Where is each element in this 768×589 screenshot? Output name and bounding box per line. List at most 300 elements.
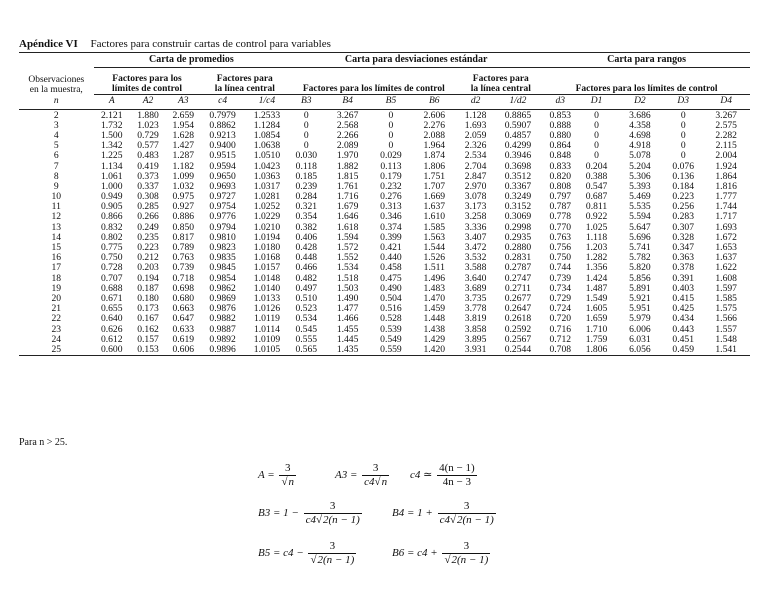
factor-cell: 1.669	[423, 191, 446, 203]
factor-cell: 1.518	[336, 272, 359, 284]
table-row	[19, 253, 750, 263]
factor-cell: 4.698	[629, 129, 651, 141]
factor-cell: 0.029	[380, 150, 402, 162]
factor-cell: 1.806	[577, 344, 615, 355]
table-row	[19, 314, 750, 324]
factor-cell: 1.954	[172, 119, 195, 131]
factor-cell: 1.572	[336, 242, 359, 254]
table-row	[19, 232, 750, 242]
factor-cell: 0.030	[295, 150, 318, 162]
factor-cell: 3.640	[464, 272, 487, 284]
factor-cell: 0.284	[295, 191, 318, 203]
factor-cell: 1.0133	[253, 292, 281, 304]
table-row	[19, 202, 750, 212]
sample-size-cell: 18	[51, 272, 62, 284]
factor-cell: 0.466	[295, 262, 318, 274]
factor-cell: 0.391	[672, 272, 694, 284]
factor-cell: 5.741	[629, 242, 651, 254]
formula-A3: A3 = $\frac{3}{c4√n}$	[335, 462, 388, 488]
factor-cell: 0.9896	[200, 344, 244, 355]
factor-cell: 2.004	[715, 150, 737, 162]
factor-cell: 0.9515	[209, 150, 236, 162]
factor-cell: 1.0854	[253, 129, 281, 141]
factor-cell: 0	[594, 119, 599, 131]
factor-cell: 0.9835	[209, 252, 236, 264]
factor-cell: 0.153	[130, 344, 166, 355]
factor-cell: 5.820	[629, 262, 651, 274]
factor-cell: 0.2592	[504, 323, 532, 335]
factor-cell: 0.763	[172, 252, 195, 264]
factor-cell: 5.594	[629, 211, 651, 223]
factor-cell: 1.455	[336, 323, 359, 335]
factor-cell: 0.9862	[209, 282, 236, 294]
factor-cell: 6.031	[629, 333, 651, 345]
factor-cell: 0	[388, 129, 394, 141]
factor-cell: 3.858	[464, 323, 487, 335]
factor-cell: 1.500	[100, 129, 123, 141]
table-row	[19, 263, 750, 273]
factor-cell: 4.358	[629, 119, 651, 131]
factor-cell: 0.428	[295, 242, 318, 254]
factor-cell: 0.162	[137, 323, 159, 335]
factor-cell: 0.549	[380, 333, 402, 345]
factor-cell: 1.032	[172, 180, 195, 192]
factor-cell: 0.688	[100, 282, 123, 294]
factor-cell: 1.134	[100, 160, 123, 172]
table-row	[19, 222, 750, 232]
factor-cell: 0.663	[172, 303, 195, 315]
sample-size-cell: 24	[51, 333, 62, 345]
factor-cell: 5.535	[629, 201, 651, 213]
factor-cell: 1.503	[336, 282, 359, 294]
factor-cell: 1.203	[585, 242, 608, 254]
sample-size-cell: 22	[51, 313, 62, 325]
factor-cell: 0.9882	[209, 313, 236, 325]
factor-cell: 0.739	[172, 262, 195, 274]
formula-A: A = $\frac{3}{√n}$	[258, 462, 294, 488]
factor-cell: 0.864	[549, 140, 572, 152]
sample-size-cell: 10	[51, 191, 62, 203]
factor-cell: 0.490	[380, 282, 402, 294]
factor-cell: 3.689	[464, 282, 487, 294]
factor-cell: 0.283	[672, 211, 694, 223]
factor-cell: 0.9810	[209, 231, 236, 243]
factor-cell: 0.3367	[504, 180, 532, 192]
factor-cell: 1.287	[172, 150, 195, 162]
factor-cell: 1.0157	[253, 262, 281, 274]
factor-cell: 1.356	[585, 262, 608, 274]
factor-cell: 0.888	[549, 119, 572, 131]
sample-size-cell: 23	[51, 323, 62, 335]
factor-cell: 5.204	[629, 160, 651, 172]
factor-cell: 1.0126	[253, 303, 281, 315]
table-row	[19, 293, 750, 303]
factor-cell: 0.256	[672, 201, 694, 213]
page-caption	[19, 38, 759, 50]
column-header: c4	[200, 95, 244, 110]
factor-cell: 0.729	[549, 292, 572, 304]
factor-cell: 1.0105	[245, 344, 289, 355]
sample-size-cell: 8	[53, 170, 59, 182]
factor-cell: 2.534	[464, 150, 487, 162]
factor-cell: 0.9887	[209, 323, 236, 335]
factor-cell: 0.728	[100, 262, 123, 274]
sample-size-cell: 13	[51, 221, 62, 233]
factor-cell: 0.734	[549, 282, 572, 294]
factor-cell: 1.672	[715, 231, 737, 243]
factor-cell: 0.850	[172, 221, 195, 233]
table-row	[19, 273, 750, 283]
factor-cell: 1.637	[423, 201, 446, 213]
factor-cell: 0.425	[672, 303, 694, 315]
factor-cell: 0.510	[295, 292, 318, 304]
factor-cell: 0.739	[549, 272, 572, 284]
factor-cell: 1.128	[464, 109, 487, 121]
factor-cell: 0.313	[380, 201, 402, 213]
column-header: d3	[543, 95, 577, 110]
factor-cell: 0.223	[672, 191, 694, 203]
factor-cell: 0.712	[549, 333, 572, 345]
factor-cell: 1.970	[336, 150, 359, 162]
factor-cell: 0.184	[672, 180, 694, 192]
factor-cell: 1.717	[715, 211, 737, 223]
factor-cell: 5.921	[629, 292, 651, 304]
factor-cell: 0.905	[100, 201, 123, 213]
factor-cell: 0.880	[549, 129, 572, 141]
factor-cell: 0.832	[100, 221, 123, 233]
factor-cell: 0	[594, 140, 599, 152]
factor-cell: 2.659	[172, 109, 195, 121]
factor-cell: 0.808	[549, 180, 572, 192]
factor-cell: 2.847	[464, 170, 487, 182]
factor-cell: 1.575	[715, 303, 737, 315]
factor-cell: 1.0252	[253, 201, 281, 213]
factor-cell: 0.194	[137, 272, 159, 284]
factor-cell: 0.2831	[504, 252, 532, 264]
factor-cell: 2.059	[464, 129, 487, 141]
factor-cell: 1.608	[715, 272, 737, 284]
factor-cell: 0.3249	[504, 191, 532, 203]
subgroup-central-rangos: Factores para la línea central	[458, 68, 543, 95]
factor-cell: 0.3512	[504, 170, 532, 182]
factor-cell: 0.2787	[504, 262, 532, 274]
factor-cell: 0	[680, 109, 686, 121]
factor-cell: 0.3946	[504, 150, 532, 162]
factor-cell: 1.282	[585, 252, 608, 264]
factor-cell: 3.078	[464, 191, 487, 203]
factor-cell: 2.326	[464, 140, 487, 152]
factor-cell: 1.874	[423, 150, 446, 162]
factor-cell: 0.378	[672, 262, 694, 274]
factor-cell: 0.9693	[209, 180, 236, 192]
factor-cell: 0.076	[672, 160, 694, 172]
factor-cell: 5.979	[629, 313, 651, 325]
factor-cell: 0.545	[295, 323, 318, 335]
factor-cell: 1.490	[336, 292, 359, 304]
factor-cell: 0.528	[380, 313, 402, 325]
factor-cell: 3.778	[464, 303, 487, 315]
factor-cell: 0.285	[137, 201, 159, 213]
sample-size-cell: 16	[51, 252, 62, 264]
factor-cell: 0.266	[137, 211, 159, 223]
factor-cell: 0.421	[380, 242, 402, 254]
factor-cell: 0.626	[100, 323, 123, 335]
factor-cell: 0.4299	[504, 140, 532, 152]
factor-cell: 0.523	[295, 303, 318, 315]
factor-cell: 1.693	[464, 119, 487, 131]
factor-cell: 0.235	[137, 231, 159, 243]
factor-cell: 0.482	[295, 272, 318, 284]
sample-size-cell: 7	[53, 160, 59, 172]
factor-cell: 0.403	[672, 282, 694, 294]
factor-cell: 0.516	[380, 303, 402, 315]
factor-cell: 0.399	[380, 231, 402, 243]
factor-cell: 5.891	[629, 282, 651, 294]
factor-cell: 0.5907	[504, 119, 532, 131]
factor-cell: 1.777	[715, 191, 737, 203]
factor-cell: 0.249	[137, 221, 159, 233]
subgroup-limites-desviaciones: Factores para los límites de control	[289, 68, 458, 95]
factor-cell: 1.0317	[253, 180, 281, 192]
factor-cell: 1.0180	[253, 242, 281, 254]
factor-cell: 1.552	[336, 252, 359, 264]
factor-cell: 1.864	[715, 170, 737, 182]
sample-size-cell: 25	[19, 344, 94, 355]
factor-cell: 0.497	[295, 282, 318, 294]
factor-cell: 0	[388, 140, 394, 152]
factor-cell: 0	[388, 119, 394, 131]
factor-cell: 5.951	[629, 303, 651, 315]
table-row	[19, 130, 750, 140]
factor-cell: 0.451	[672, 333, 694, 345]
factor-cell: 0.975	[172, 191, 195, 203]
factor-cell: 0	[594, 150, 599, 162]
factor-cell: 0.763	[549, 231, 572, 243]
factor-cell: 0.802	[100, 231, 123, 243]
factor-cell: 0.2880	[504, 242, 532, 254]
factor-cell: 1.448	[423, 313, 446, 325]
factor-cell: 1.182	[172, 160, 195, 172]
factor-cell: 0	[303, 119, 309, 131]
factor-cell: 2.088	[423, 129, 446, 141]
column-header: B6	[410, 95, 458, 110]
factor-cell: 0.354	[295, 211, 318, 223]
factor-cell: 0.415	[672, 292, 694, 304]
factor-cell: 0.2998	[504, 221, 532, 233]
factor-cell: 0.922	[585, 211, 608, 223]
sample-size-cell: 20	[51, 292, 62, 304]
factor-cell: 1.659	[585, 313, 608, 325]
table-row	[19, 151, 750, 161]
factor-cell: 0.118	[295, 160, 317, 172]
factor-cell: 0.866	[100, 211, 123, 223]
factor-cell: 1.0194	[253, 231, 281, 243]
factor-cell: 3.735	[464, 292, 487, 304]
factor-cell: 1.0109	[253, 333, 281, 345]
factor-cell: 1.470	[423, 292, 446, 304]
factor-cell: 4.918	[629, 140, 651, 152]
factor-cell: 0.180	[137, 292, 159, 304]
factor-cell: 0.3698	[504, 160, 532, 172]
table-row	[19, 141, 750, 151]
factor-cell: 6.006	[629, 323, 651, 335]
factor-cell: 0	[594, 129, 599, 141]
formula-B6: B6 = c4 + $\frac{3}{√2(n - 1)}$	[392, 540, 489, 566]
factor-cell: 0.113	[380, 160, 402, 172]
factor-cell: 0.328	[672, 231, 694, 243]
factor-cell: 1.549	[585, 292, 608, 304]
table-row	[19, 192, 750, 202]
factor-cell: 0.9213	[209, 129, 236, 141]
sample-size-cell: 17	[51, 262, 62, 274]
subgroup-limites-rangos: Factores para los límites de control	[543, 68, 750, 95]
group-desviaciones: Carta para desviaciones estándar	[289, 53, 543, 68]
factor-cell: 0.534	[295, 313, 318, 325]
factor-cell: 1.225	[100, 150, 123, 162]
factor-cell: 0.539	[380, 323, 402, 335]
factor-cell: 1.653	[715, 242, 737, 254]
factor-cell: 0.347	[672, 242, 694, 254]
factor-cell: 2.276	[423, 119, 446, 131]
factor-cell: 0.949	[100, 191, 123, 203]
control-chart-factors-table	[19, 52, 750, 356]
n-header: n	[19, 95, 94, 110]
factor-cell: 2.575	[715, 119, 737, 131]
factor-cell: 0.547	[585, 180, 608, 192]
factor-cell: 1.679	[336, 201, 359, 213]
factor-cell: 0.9823	[209, 242, 236, 254]
factor-cell: 0.136	[672, 170, 694, 182]
factor-cell: 0.9727	[209, 191, 236, 203]
sample-size-cell: 12	[51, 211, 62, 223]
obs-label-2: en la muestra,	[29, 84, 83, 95]
table-row	[19, 181, 750, 191]
factor-cell: 0.434	[672, 313, 694, 325]
factor-cell: 0.9776	[209, 211, 236, 223]
factor-cell: 1.707	[423, 180, 446, 192]
factor-cell: 2.282	[715, 129, 737, 141]
column-header: A	[94, 95, 130, 110]
column-header: d2	[458, 95, 492, 110]
factor-cell: 1.637	[715, 252, 737, 264]
factor-cell: 0.789	[172, 242, 195, 254]
factor-cell: 0.848	[549, 150, 572, 162]
factor-cell: 1.759	[585, 333, 608, 345]
factor-cell: 1.566	[715, 313, 737, 325]
factor-cell: 3.895	[464, 333, 487, 345]
factor-cell: 0.504	[380, 292, 402, 304]
factor-cell: 0.307	[672, 221, 694, 233]
factor-cell: 1.466	[336, 313, 359, 325]
factor-cell: 0.185	[295, 170, 318, 182]
factor-cell: 3.336	[464, 221, 487, 233]
factor-cell: 0.886	[172, 211, 195, 223]
factor-cell: 0.443	[672, 323, 694, 335]
factor-cell: 0.729	[137, 129, 159, 141]
factor-cell: 5.696	[629, 231, 651, 243]
factor-cell: 0.203	[137, 262, 159, 274]
note-text: Para n > 25.	[19, 437, 68, 448]
factor-cell: 0.612	[100, 333, 123, 345]
formula-B5: B5 = c4 − $\frac{3}{√2(n - 1)}$	[258, 540, 355, 566]
sample-size-cell: 15	[51, 242, 62, 254]
factor-cell: 0.3152	[504, 201, 532, 213]
factor-cell: 1.496	[423, 272, 446, 284]
factor-cell: 0.483	[137, 150, 159, 162]
factor-cell: 0.797	[549, 191, 572, 203]
factor-cell: 0.655	[100, 303, 123, 315]
factor-cell: 0.187	[137, 282, 159, 294]
factor-cell: 0.640	[100, 313, 123, 325]
factor-cell: 1.342	[100, 140, 123, 152]
column-header: A3	[166, 95, 200, 110]
factor-cell: 2.266	[336, 129, 359, 141]
factor-cell: 0.577	[137, 140, 159, 152]
factor-cell: 0.744	[549, 262, 572, 274]
appendix-title: Factores para construir cartas de control para variables	[90, 38, 331, 50]
factor-cell: 0.157	[137, 333, 159, 345]
factor-cell: 1.618	[336, 221, 359, 233]
factor-cell: 0.853	[549, 109, 572, 121]
factor-cell: 0.9400	[209, 140, 236, 152]
factor-cell: 1.459	[423, 303, 446, 315]
factor-cell: 0	[303, 140, 309, 152]
factor-cell: 5.647	[629, 221, 651, 233]
factor-cell: 0.388	[585, 170, 608, 182]
factor-cell: 0.173	[137, 303, 159, 315]
factor-cell: 0.458	[380, 262, 402, 274]
factor-cell: 0.363	[672, 252, 694, 264]
factor-cell: 1.061	[100, 170, 123, 182]
column-header: 1/d2	[493, 95, 543, 110]
factor-cell: 0.750	[549, 252, 572, 264]
factor-cell: 1.544	[423, 242, 446, 254]
factor-cell: 3.819	[464, 313, 487, 325]
factor-cell: 1.445	[336, 333, 359, 345]
factor-cell: 0.167	[137, 313, 159, 325]
column-header: D1	[577, 95, 615, 110]
factor-cell: 0.633	[172, 323, 195, 335]
factor-cell: 1.099	[172, 170, 195, 182]
factor-cell: 3.407	[464, 231, 487, 243]
factor-cell: 2.115	[715, 140, 737, 152]
factor-cell: 0.9892	[209, 333, 236, 345]
factor-cell: 1.597	[715, 282, 737, 294]
factor-cell: 1.534	[336, 262, 359, 274]
factor-cell: 2.089	[336, 140, 359, 152]
factor-cell: 0	[680, 119, 686, 131]
factor-cell: 1.622	[715, 262, 737, 274]
factor-cell: 1.025	[585, 221, 608, 233]
factor-cell: 1.610	[423, 211, 446, 223]
factor-cell: 1.487	[585, 282, 608, 294]
factor-cell: 1.732	[100, 119, 123, 131]
factor-cell: 0.373	[137, 170, 159, 182]
factor-cell: 1.0510	[253, 150, 281, 162]
factor-cell: 3.267	[715, 109, 737, 121]
factor-cell: 1.1284	[253, 119, 281, 131]
table-row	[19, 120, 750, 130]
column-header: D4	[702, 95, 750, 110]
factor-cell: 0.7979	[209, 109, 236, 121]
sample-size-cell: 3	[53, 119, 59, 131]
factor-cell: 5.393	[629, 180, 651, 192]
factor-cell: 0.440	[380, 252, 402, 264]
factor-cell: 0.179	[380, 170, 402, 182]
factor-cell: 1.0140	[253, 282, 281, 294]
factor-cell: 3.686	[629, 109, 651, 121]
factor-cell: 0	[594, 109, 599, 121]
